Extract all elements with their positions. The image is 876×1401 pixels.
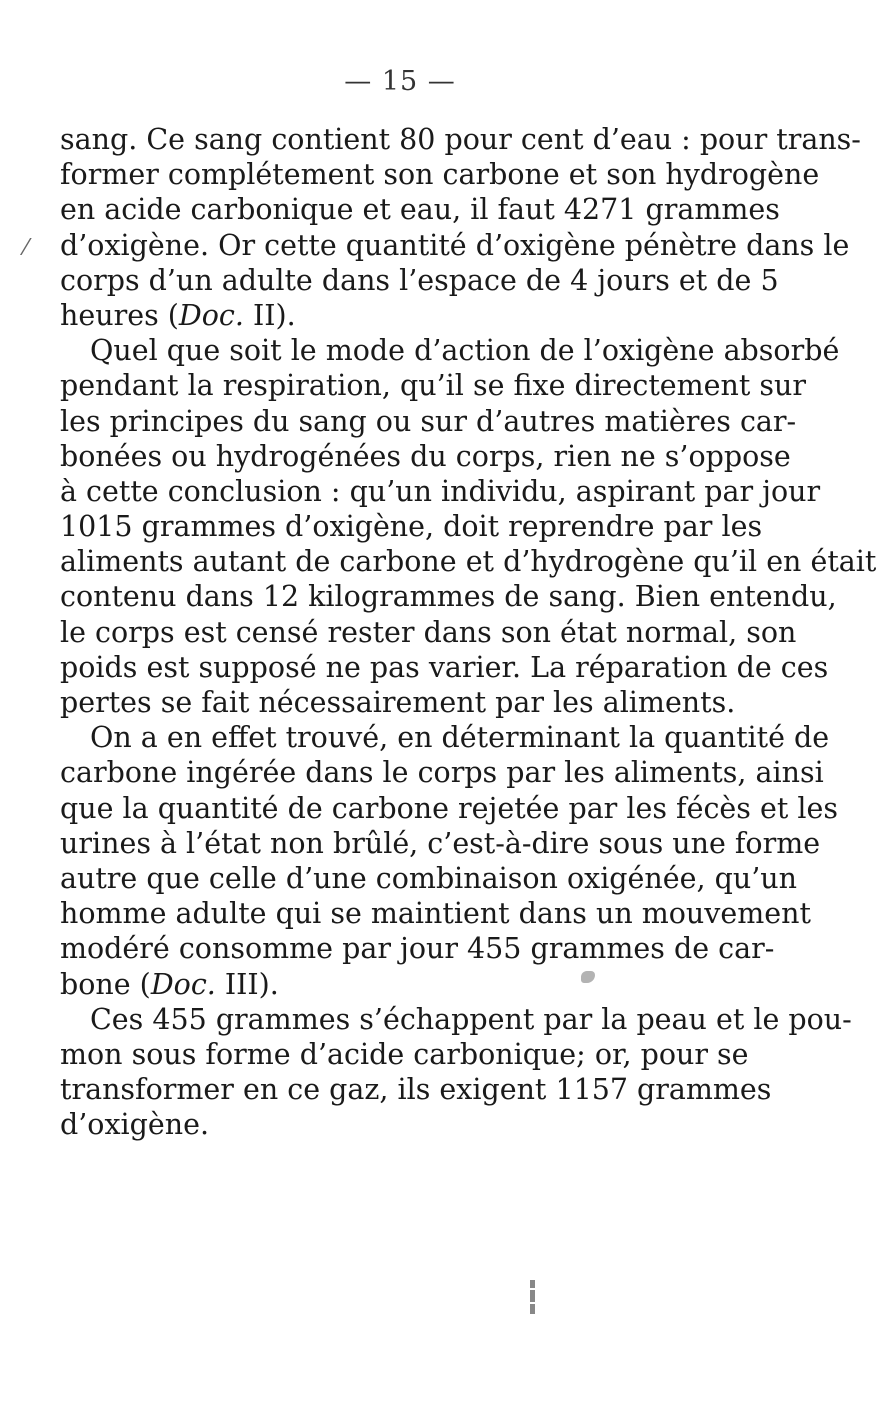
- text-line: poids est supposé ne pas varier. La réparation de ces: [60, 650, 829, 684]
- scan-artifact: [530, 1280, 536, 1316]
- text-line: heures (Doc. II).: [60, 298, 296, 332]
- text-line: autre que celle d’une combinaison oxigénée, qu’un: [60, 861, 797, 895]
- text-line: à cette conclusion : qu’un individu, aspirant par jour: [60, 474, 821, 508]
- text-line: 1015 grammes d’oxigène, doit reprendre par les: [60, 510, 763, 544]
- margin-mark: ⁄: [24, 236, 28, 261]
- text-line: pendant la respiration, qu’il se fixe directement sur: [60, 369, 807, 403]
- text-line: urines à l’état non brûlé, c’est-à-dire sous une forme: [60, 826, 821, 860]
- text-line: carbone ingérée dans le corps par les aliments, ainsi: [60, 756, 824, 790]
- text-line: en acide carbonique et eau, il faut 4271 grammes: [60, 193, 780, 227]
- text-line: sang. Ce sang contient 80 pour cent d’eau : pour trans-: [60, 123, 861, 156]
- paragraph-start: Ces 455 grammes s’échappent par la peau et le pou-: [90, 1002, 852, 1036]
- text-line: modéré consomme par jour 455 grammes de car-: [60, 932, 775, 966]
- text-line: homme adulte qui se maintient dans un mouvement: [60, 897, 811, 931]
- text-line: d’oxigène. Or cette quantité d’oxigène pénètre dans le: [60, 228, 850, 262]
- text-line: pertes se fait nécessairement par les aliments.: [60, 686, 736, 719]
- text-line: transformer en ce gaz, ils exigent 1157 grammes: [60, 1073, 772, 1107]
- text-line: les principes du sang ou sur d’autres matières car-: [60, 404, 797, 438]
- text-line: d’oxigène.: [60, 1108, 210, 1142]
- text-line: contenu dans 12 kilogrammes de sang. Bien entendu,: [60, 580, 837, 614]
- text-line: bonées ou hydrogénées du corps, rien ne s’oppose: [60, 439, 791, 473]
- text-line: corps d’un adulte dans l’espace de 4 jours et de 5: [60, 263, 779, 297]
- text-line: que la quantité de carbone rejetée par les fécès et les: [60, 791, 838, 825]
- text-line: aliments autant de carbone et d’hydrogène qu’il en était: [60, 545, 876, 579]
- text-line: former complétement son carbone et son hydrogène: [60, 158, 820, 192]
- text-line: bone (Doc. III).: [60, 967, 279, 1001]
- text-line: le corps est censé rester dans son état normal, son: [60, 615, 797, 649]
- text-line: mon sous forme d’acide carbonique; or, pour se: [60, 1037, 749, 1071]
- paragraph-start: On a en effet trouvé, en déterminant la quantité de: [90, 721, 830, 755]
- body-text: [60, 122, 876, 1142]
- page-number: — 15 —: [344, 66, 456, 97]
- paragraph-start: Quel que soit le mode d’action de l’oxigène absorbé: [90, 334, 840, 368]
